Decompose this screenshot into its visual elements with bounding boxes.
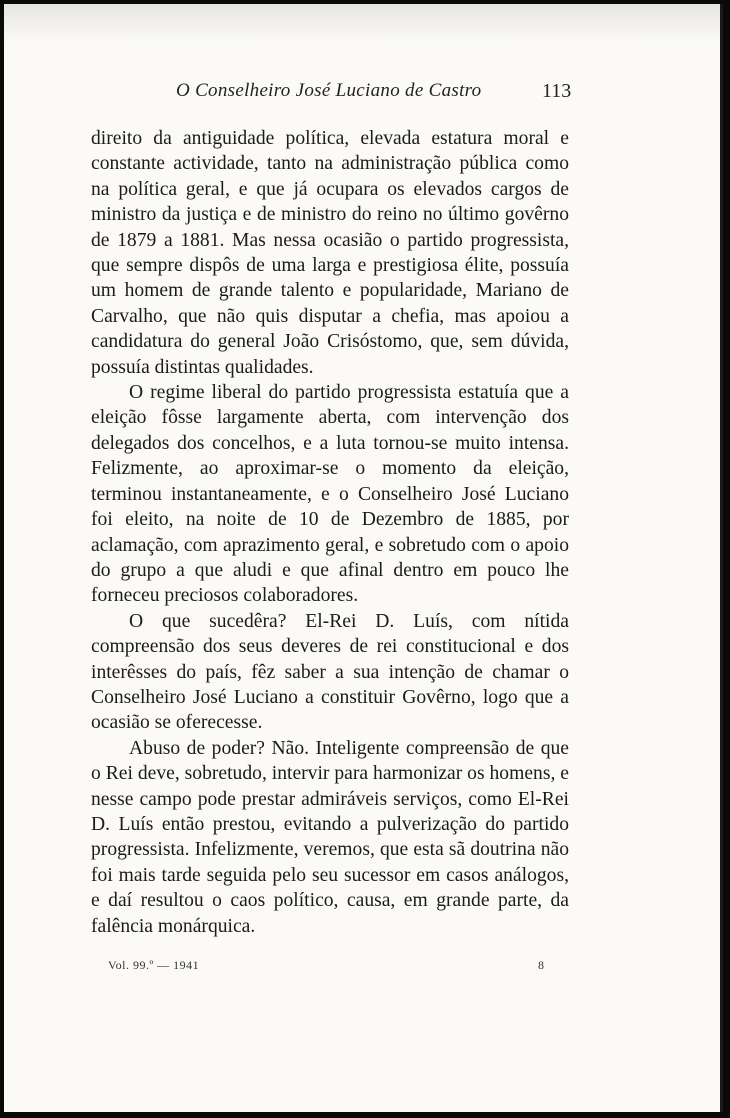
paragraph: Abuso de poder? Não. Inteligente compreensão de que o Rei deve, sobretudo, intervir para harmonizar os homens, e nesse campo pode prestar admiráveis serviços, como El-Rei D. Luís então prestou, evitando a pulverização do partido progressista. Infelizmente, veremos, que esta sã doutrina não foi mais tarde seguida pelo seu sucessor em casos análogos, e daí resultou o caos político, causa, em grande parte, da falência monárquica. [91,737,569,937]
running-title: O Conselheiro José Luciano de Castro [176,80,482,101]
body-text [91,126,569,939]
signature-mark: 8 [538,958,544,972]
page-number: 113 [542,80,572,102]
paragraph: O regime liberal do partido progressista estatuía que a eleição fôsse largamente aberta, com intervenção dos delegados dos concelhos, e a luta tornou-se muito intensa. Felizmente, ao aproximar-se o momento da eleição, terminou instantaneamente, e o Conselheiro José Luciano foi eleito, na noite de 10 de Dezembro de 1885, por aclamação, com aprazimento geral, e sobretudo com o apoio do grupo a que aludi e que afinal dentro em pouco lhe forneceu preciosos colaboradores. [91,382,569,607]
page-edge-shadow [4,4,720,44]
book-page [4,4,723,1112]
paragraph: O que sucedêra? El-Rei D. Luís, com nítida compreensão dos seus deveres de rei constitucional e dos interêsses do país, fêz saber a sua intenção de chamar o Conselheiro José Luciano a constituir Govêrno, logo que a ocasião se oferecesse. [91,610,569,734]
running-header [4,80,720,110]
paragraph: direito da antiguidade política, elevada estatura moral e constante actividade, tanto na administração pública como na política geral, e que já ocupara os elevados cargos de ministro da justiça e de ministro do reino no último govêrno de 1879 a 1881. Mas nessa ocasião o partido progressista, que sempre dispôs de uma larga e prestigiosa élite, possuía um homem de grande talento e popularidade, Mariano de Carvalho, que não quis disputar a chefia, mas apoiou a candidatura do general João Crisóstomo, que, sem dúvida, possuía distintas qualidades. [91,128,569,378]
volume-note: Vol. 99.º — 1941 [108,958,200,972]
